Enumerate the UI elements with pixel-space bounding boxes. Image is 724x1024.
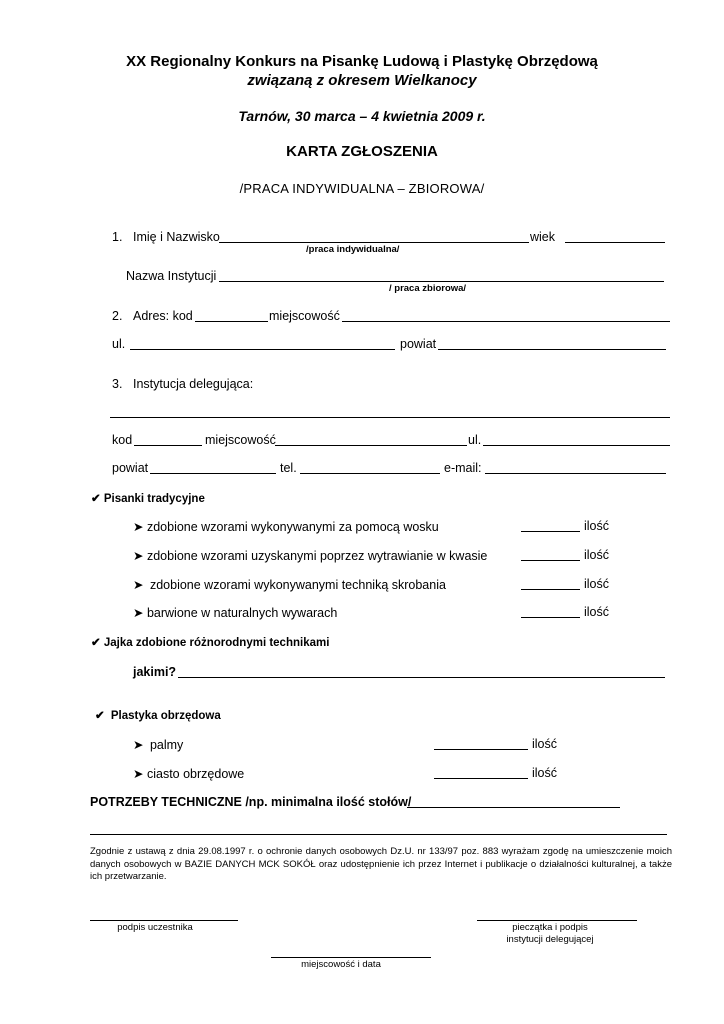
arrow-bullet-icon: ➤: [133, 767, 144, 781]
address-county-field[interactable]: [438, 349, 666, 350]
quantity-field-palms[interactable]: [434, 749, 528, 750]
section-traditional-title: Pisanki tradycyjne: [103, 493, 205, 505]
date-place: Tarnów, 30 marca – 4 kwietnia 2009 r.: [238, 108, 486, 124]
quantity-field-natural-dye[interactable]: [521, 617, 580, 618]
institution-name-label: Nazwa Instytucji: [126, 269, 217, 283]
technical-needs-field[interactable]: [407, 807, 620, 808]
individual-work-hint: /praca indywidualna/: [306, 244, 400, 255]
quantity-field-wax[interactable]: [521, 531, 580, 532]
list-item: ➤ palmy: [133, 738, 184, 752]
arrow-bullet-icon: ➤: [133, 738, 144, 752]
quantity-field-acid[interactable]: [521, 560, 580, 561]
delegating-city-label: miejscowość: [205, 433, 276, 447]
quantity-label: ilość: [584, 577, 610, 591]
techniques-question: jakimi?: [133, 665, 177, 679]
technical-needs-label: POTRZEBY TECHNICZNE /np. minimalna ilość stołów/: [90, 795, 412, 809]
delegating-street-label: ul.: [468, 433, 482, 447]
arrow-bullet-icon: ➤: [133, 549, 144, 563]
quantity-label: ilość: [532, 766, 558, 780]
list-item: ➤ zdobione wzorami wykonywanymi techniką skrobania: [133, 578, 446, 592]
section-ritual-art: [95, 708, 221, 722]
address-city-field[interactable]: [342, 321, 670, 322]
delegating-institution-label: Instytucja delegująca:: [133, 377, 254, 391]
delegating-phone-field[interactable]: [300, 473, 440, 474]
address-street-label: ul.: [112, 337, 126, 351]
participant-signature-label: podpis uczestnika: [117, 922, 193, 933]
address-code-label: Adres: kod: [133, 309, 193, 323]
section-traditional-eggs: [91, 491, 205, 505]
section-ritual-title: Plastyka obrzędowa: [110, 710, 221, 722]
delegating-street-field[interactable]: [483, 445, 670, 446]
delegating-email-label: e-mail:: [444, 461, 482, 475]
techniques-field[interactable]: [178, 677, 665, 678]
arrow-bullet-icon: ➤: [133, 520, 144, 534]
stamp-signature-line[interactable]: [477, 920, 637, 921]
address-code-field[interactable]: [195, 321, 268, 322]
delegating-code-label: kod: [112, 433, 133, 447]
group-work-hint: / praca zbiorowa/: [389, 283, 467, 294]
address-city-label: miejscowość: [269, 309, 340, 323]
checkmark-icon: ✔: [91, 637, 101, 649]
item-number-2: 2.: [112, 309, 123, 323]
item-number-3: 3.: [112, 377, 123, 391]
checkmark-icon: ✔: [95, 710, 105, 722]
stamp-label-line1: pieczątka i podpis: [512, 922, 588, 933]
form-title: KARTA ZGŁOSZENIA: [286, 143, 438, 160]
address-county-label: powiat: [400, 337, 437, 351]
checkmark-icon: ✔: [91, 493, 101, 505]
technical-needs-field-2[interactable]: [90, 834, 667, 835]
quantity-label: ilość: [532, 737, 558, 751]
delegating-county-field[interactable]: [150, 473, 276, 474]
place-date-line[interactable]: [271, 957, 431, 958]
delegating-code-field[interactable]: [134, 445, 202, 446]
delegating-phone-label: tel.: [280, 461, 297, 475]
arrow-bullet-icon: ➤: [133, 578, 144, 592]
delegating-institution-field[interactable]: [110, 417, 670, 418]
data-consent-text: Zgodnie z ustawą z dnia 29.08.1997 r. o ochronie danych osobowych Dz.U. nr 133/97 poz. 883 wyrażam zgodę na umieszczenie moich danych osobowych w BAZIE DANYCH MCK SOKÓŁ oraz udostępnienie ich przez Internet i publikacje o działalności kulturalnej, a także ich przetwarzanie.: [90, 846, 672, 882]
delegating-email-field[interactable]: [485, 473, 666, 474]
address-street-field[interactable]: [130, 349, 395, 350]
section-decorated-eggs: [91, 635, 329, 649]
quantity-label: ilość: [584, 605, 610, 619]
quantity-label: ilość: [584, 519, 610, 533]
institution-name-field[interactable]: [219, 281, 664, 282]
quantity-field-scraping[interactable]: [521, 589, 580, 590]
arrow-bullet-icon: ➤: [133, 606, 144, 620]
quantity-label: ilość: [584, 548, 610, 562]
name-field[interactable]: [219, 242, 529, 243]
section-eggs-title: Jajka zdobione różnorodnymi technikami: [103, 637, 330, 649]
delegating-city-field[interactable]: [275, 445, 467, 446]
contest-title: XX Regionalny Konkurs na Pisankę Ludową i Plastykę Obrzędową: [126, 53, 598, 70]
list-item: ➤ barwione w naturalnych wywarach: [133, 606, 338, 620]
participant-signature-line[interactable]: [90, 920, 238, 921]
age-label: wiek: [530, 230, 556, 244]
contest-subtitle: związaną z okresem Wielkanocy: [247, 72, 477, 89]
place-date-label: miejscowość i data: [301, 959, 381, 970]
list-item: ➤ zdobione wzorami wykonywanymi za pomocą wosku: [133, 520, 439, 534]
age-field[interactable]: [565, 242, 665, 243]
item-number-1: 1.: [112, 230, 123, 244]
list-item: ➤ ciasto obrzędowe: [133, 767, 245, 781]
name-label: Imię i Nazwisko: [133, 230, 220, 244]
delegating-county-label: powiat: [112, 461, 149, 475]
list-item: ➤ zdobione wzorami uzyskanymi poprzez wytrawianie w kwasie: [133, 549, 488, 563]
stamp-label-line2: instytucji delegującej: [506, 934, 594, 945]
quantity-field-ritual-cake[interactable]: [434, 778, 528, 779]
work-type: /PRACA INDYWIDUALNA – ZBIOROWA/: [239, 181, 485, 196]
